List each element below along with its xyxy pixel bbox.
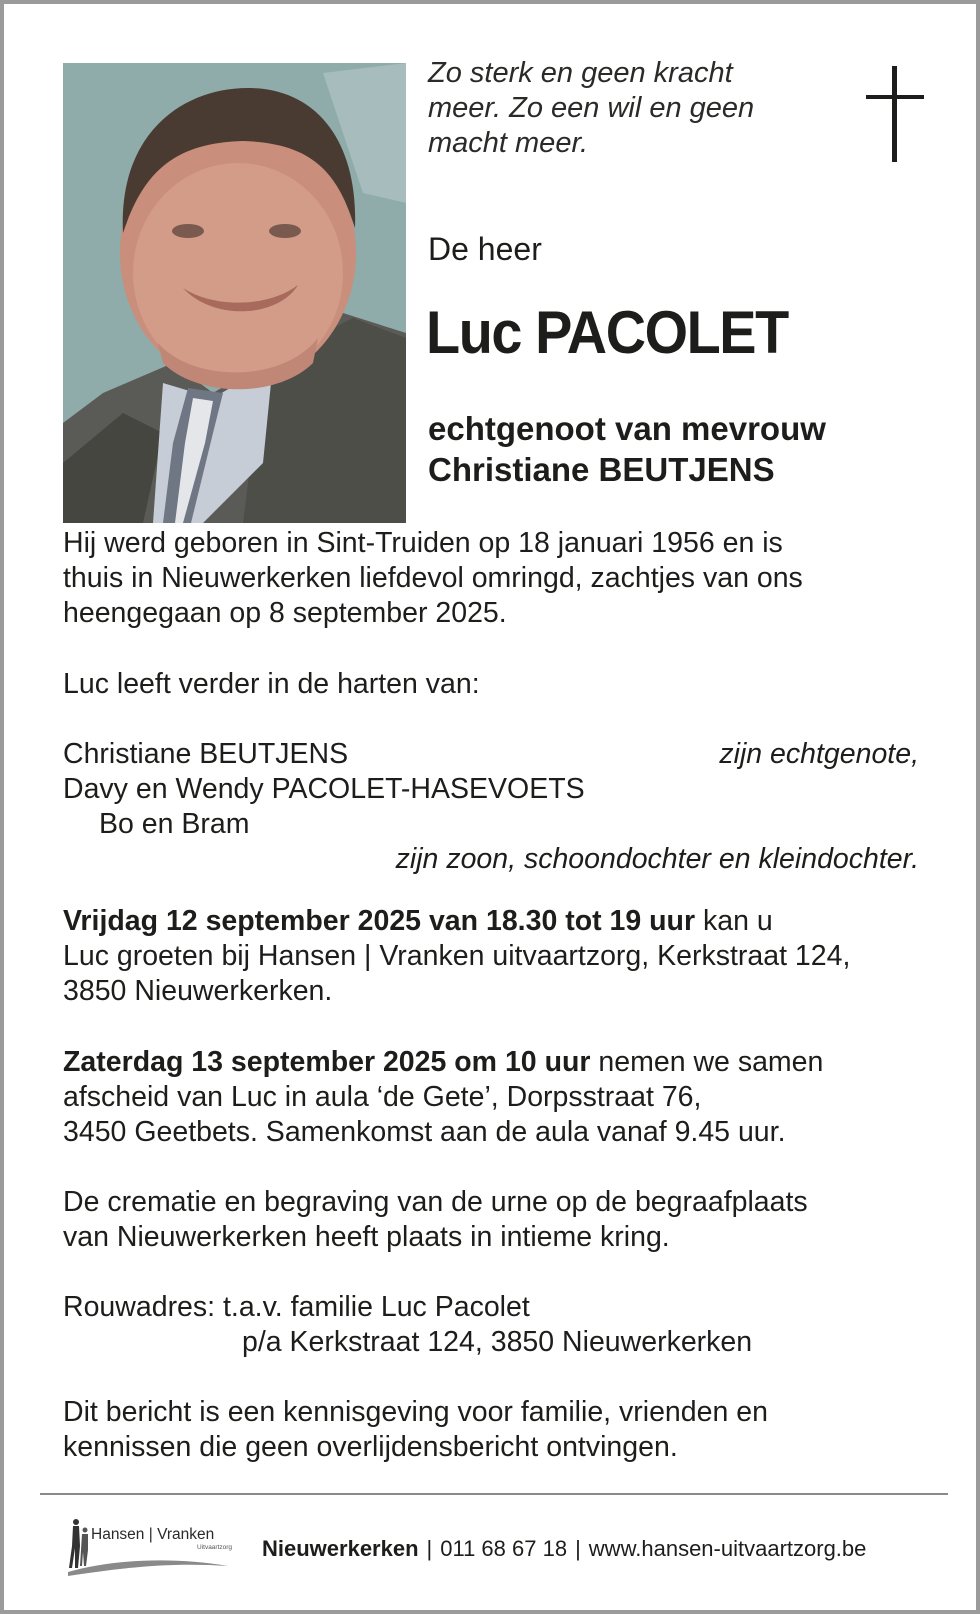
family-row bbox=[63, 737, 919, 772]
cross-icon bbox=[866, 66, 924, 164]
honorific: De heer bbox=[428, 231, 542, 267]
paragraph-line: thuis in Nieuwerkerken liefdevol omringd, zachtjes van ons bbox=[63, 562, 803, 594]
paragraph-line: heengegaan op 8 september 2025. bbox=[63, 597, 507, 629]
birth-death-paragraph bbox=[63, 526, 803, 631]
footer-separator: | bbox=[426, 1536, 433, 1561]
deceased-name: Luc PACOLET bbox=[426, 299, 788, 366]
portrait-photo bbox=[63, 63, 406, 523]
survivors-intro: Luc leeft verder in de harten van: bbox=[63, 668, 480, 700]
farewell-paragraph bbox=[63, 1045, 823, 1150]
memorial-quote bbox=[428, 56, 828, 161]
footer-phone[interactable]: 011 68 67 18 bbox=[440, 1536, 568, 1561]
paragraph-line: Dit bericht is een kennisgeving voor familie, vrienden en bbox=[63, 1396, 768, 1428]
footer-contact bbox=[262, 1534, 866, 1564]
family-name: Bo en Bram bbox=[99, 808, 250, 840]
quote-line: macht meer. bbox=[428, 127, 589, 159]
paragraph-line: p/a Kerkstraat 124, 3850 Nieuwerkerken bbox=[242, 1326, 753, 1358]
cremation-paragraph bbox=[63, 1185, 808, 1255]
paragraph-line bbox=[63, 1045, 823, 1080]
spouse-info bbox=[428, 408, 826, 490]
family-name: Davy en Wendy PACOLET-HASEVOETS bbox=[63, 773, 585, 805]
footer-divider bbox=[40, 1493, 948, 1495]
logo-subtitle: Uitvaartzorg bbox=[197, 1544, 233, 1551]
paragraph-line: afscheid van Luc in aula ‘de Gete’, Dorpsstraat 76, bbox=[63, 1081, 702, 1113]
footer-town: Nieuwerkerken bbox=[262, 1536, 419, 1561]
paragraph-line: 3450 Geetbets. Samenkomst aan de aula vanaf 9.45 uur. bbox=[63, 1116, 786, 1148]
family-name: Christiane BEUTJENS bbox=[63, 738, 349, 770]
family-row bbox=[63, 772, 919, 807]
paragraph-line: Rouwadres: t.a.v. familie Luc Pacolet bbox=[63, 1291, 530, 1323]
farewell-rest: nemen we samen bbox=[590, 1046, 824, 1078]
spouse-line: Christiane BEUTJENS bbox=[428, 451, 775, 488]
logo-name: Hansen | Vranken bbox=[91, 1526, 215, 1543]
portrait-illustration bbox=[63, 63, 406, 523]
paragraph-line: van Nieuwerkerken heeft plaats in intieme kring. bbox=[63, 1221, 670, 1253]
family-relation: zijn zoon, schoondochter en kleindochter. bbox=[395, 843, 919, 875]
visitation-paragraph bbox=[63, 904, 850, 1009]
spouse-line: echtgenoot van mevrouw bbox=[428, 410, 826, 447]
quote-line: Zo sterk en geen kracht bbox=[428, 57, 733, 89]
family-row bbox=[99, 807, 955, 842]
paragraph-line: Luc groeten bij Hansen | Vranken uitvaartzorg, Kerkstraat 124, bbox=[63, 940, 851, 972]
address-paragraph bbox=[63, 1290, 752, 1360]
notice-paragraph bbox=[63, 1395, 768, 1465]
footer-website[interactable]: www.hansen-uitvaartzorg.be bbox=[588, 1536, 867, 1561]
paragraph-line: Hij werd geboren in Sint-Truiden op 18 januari 1956 en is bbox=[63, 527, 783, 559]
footer-separator: | bbox=[575, 1536, 581, 1561]
farewell-date: Zaterdag 13 september 2025 om 10 uur bbox=[63, 1046, 591, 1078]
paragraph-line: 3850 Nieuwerkerken. bbox=[63, 975, 333, 1007]
quote-line: meer. Zo een wil en geen bbox=[428, 92, 755, 124]
paragraph-line bbox=[63, 904, 850, 939]
visitation-date: Vrijdag 12 september 2025 van 18.30 tot 19 uur bbox=[63, 905, 696, 937]
funeral-home-logo bbox=[60, 1516, 240, 1580]
family-relation: zijn echtgenote, bbox=[719, 738, 919, 770]
paragraph-line: De crematie en begraving van de urne op de begraafplaats bbox=[63, 1186, 808, 1218]
paragraph-line: kennissen die geen overlijdensbericht ontvingen. bbox=[63, 1431, 678, 1463]
visitation-rest: kan u bbox=[695, 905, 773, 937]
